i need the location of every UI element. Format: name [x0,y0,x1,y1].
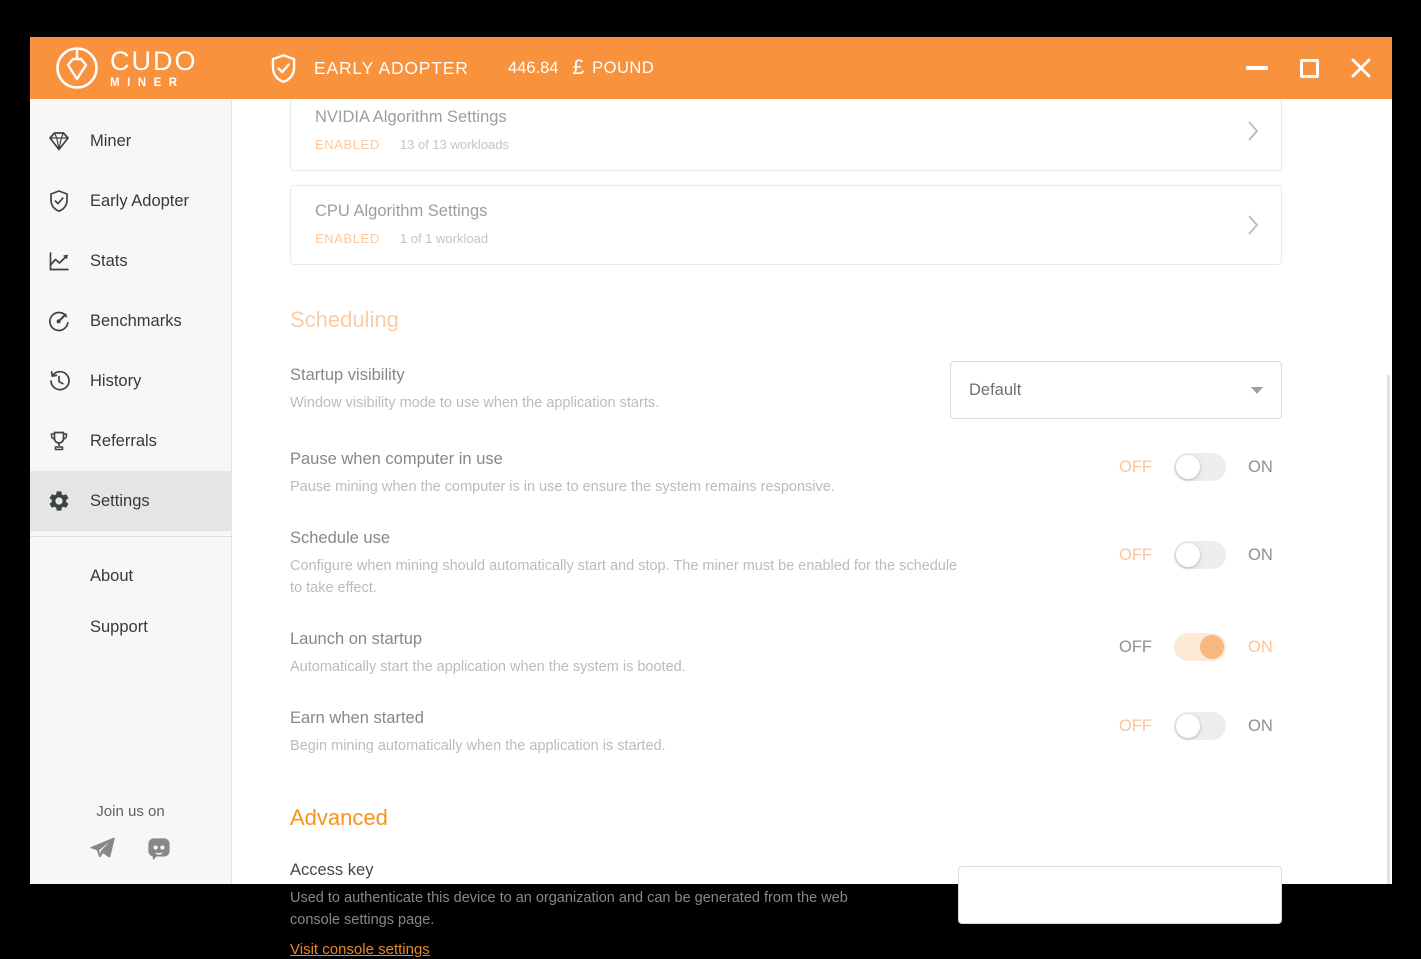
history-clock-icon [47,369,71,393]
toggle-off-label: OFF [1119,716,1152,735]
sidebar-item-label: Referrals [90,431,157,450]
select-value: Default [969,380,1022,399]
pause-when-in-use-toggle[interactable] [1110,453,1282,481]
sidebar-item-label: Benchmarks [90,311,182,330]
balance-amount: 446.84 [508,58,559,77]
card-title: CPU Algorithm Settings [315,202,488,220]
visit-console-settings-link[interactable]: Visit console settings [290,941,430,958]
status-badge: ENABLED [315,137,380,152]
nvidia-algorithm-card[interactable] [290,91,1282,171]
setting-row-pause-when-in-use [290,450,1282,498]
chevron-down-icon [1251,387,1263,394]
toggle-on-label: ON [1248,716,1273,735]
workload-count: 13 of 13 workloads [399,137,510,152]
gauge-icon [47,309,71,333]
pound-symbol-icon: £ [572,56,585,79]
cpu-algorithm-card[interactable] [290,185,1282,265]
setting-row-startup-visibility [290,361,1282,419]
logo-title: CUDO [110,45,198,76]
setting-row-earn-when-started [290,709,1282,757]
window-controls [1246,37,1372,99]
app-logo [54,45,198,91]
access-key-input[interactable] [958,866,1282,924]
logo-subtitle: MINER [110,76,185,89]
line-chart-icon [47,249,71,273]
sidebar-item-settings[interactable] [30,471,231,531]
early-adopter-badge [268,37,469,99]
toggle-on-label: ON [1248,545,1273,564]
setting-row-access-key [290,861,1282,959]
toggle-switch[interactable] [1174,453,1226,481]
workload-count: 1 of 1 workload [399,231,489,246]
setting-description: Window visibility mode to use when the application starts. [290,395,660,411]
setting-label: Pause when computer in use [290,450,503,468]
sidebar-item-label: About [90,567,134,585]
setting-row-schedule-use [290,529,1282,599]
sidebar-item-label: Settings [90,491,150,510]
close-button[interactable] [1350,57,1372,79]
toggle-on-label: ON [1248,637,1273,656]
sidebar-item-benchmarks[interactable] [30,291,231,351]
maximize-button[interactable] [1298,57,1320,79]
sidebar-item-label: Support [90,618,148,636]
toggle-off-label: OFF [1119,457,1152,476]
join-us-label: Join us on [96,803,165,820]
section-title-scheduling: Scheduling [290,307,399,332]
sidebar-item-label: Stats [90,251,128,270]
toggle-knob [1200,635,1224,659]
badge-label: EARLY ADOPTER [314,57,469,78]
toggle-knob [1176,714,1200,738]
setting-label: Earn when started [290,709,424,727]
diamond-icon [47,129,71,153]
sidebar-item-history[interactable] [30,351,231,411]
section-title-advanced: Advanced [290,805,388,830]
shield-check-icon [268,53,299,84]
trophy-icon [47,429,71,453]
setting-description: Used to authenticate this device to an organization and can be generated from the web console settings page. [290,890,848,928]
sidebar [30,99,232,884]
setting-label: Schedule use [290,529,390,547]
startup-visibility-select[interactable] [950,361,1282,419]
toggle-knob [1176,455,1200,479]
telegram-icon[interactable] [88,834,116,862]
close-icon [1350,57,1372,79]
toggle-off-label: OFF [1119,545,1152,564]
setting-label: Access key [290,861,374,879]
balance-display[interactable] [508,37,654,99]
gear-icon [47,489,71,513]
setting-label: Launch on startup [290,630,423,648]
card-title: NVIDIA Algorithm Settings [315,108,507,126]
setting-description: Automatically start the application when the system is booted. [290,659,686,675]
chevron-right-icon [1248,215,1259,235]
toggle-switch[interactable] [1174,712,1226,740]
sidebar-item-label: Miner [90,131,132,150]
toggle-switch[interactable] [1174,541,1226,569]
toggle-knob [1176,543,1200,567]
sidebar-item-referrals[interactable] [30,411,231,471]
setting-description: Pause mining when the computer is in use to ensure the system remains responsive. [290,479,835,495]
toggle-on-label: ON [1248,457,1273,476]
sidebar-item-support[interactable] [30,602,231,653]
sidebar-footer [30,803,231,864]
sidebar-item-label: History [90,371,142,390]
setting-description: Begin mining automatically when the application is started. [290,738,666,754]
launch-on-startup-toggle[interactable] [1110,633,1282,661]
currency-label: POUND [592,58,655,77]
shield-check-icon [47,189,71,213]
sidebar-item-stats[interactable] [30,231,231,291]
app-window [30,37,1392,958]
scrollbar[interactable] [1387,375,1390,884]
setting-row-launch-on-startup [290,630,1282,678]
sidebar-item-about[interactable] [30,551,231,602]
earn-when-started-toggle[interactable] [1110,712,1282,740]
toggle-switch[interactable] [1174,633,1226,661]
status-badge: ENABLED [315,231,380,246]
setting-label: Startup visibility [290,366,405,384]
cudo-logo-icon [54,45,100,91]
minimize-button[interactable] [1246,57,1268,79]
discord-icon[interactable] [144,834,174,864]
sidebar-item-early-adopter[interactable] [30,171,231,231]
chevron-right-icon [1248,121,1259,141]
app-header [30,37,1392,99]
setting-description: Configure when mining should automatically start and stop. The miner must be enabled for the schedule to take effect. [290,558,958,596]
toggle-off-label: OFF [1119,637,1152,656]
sidebar-item-miner[interactable] [30,111,231,171]
sidebar-item-label: Early Adopter [90,191,190,210]
schedule-use-toggle[interactable] [1110,541,1282,569]
settings-page [232,99,1392,958]
